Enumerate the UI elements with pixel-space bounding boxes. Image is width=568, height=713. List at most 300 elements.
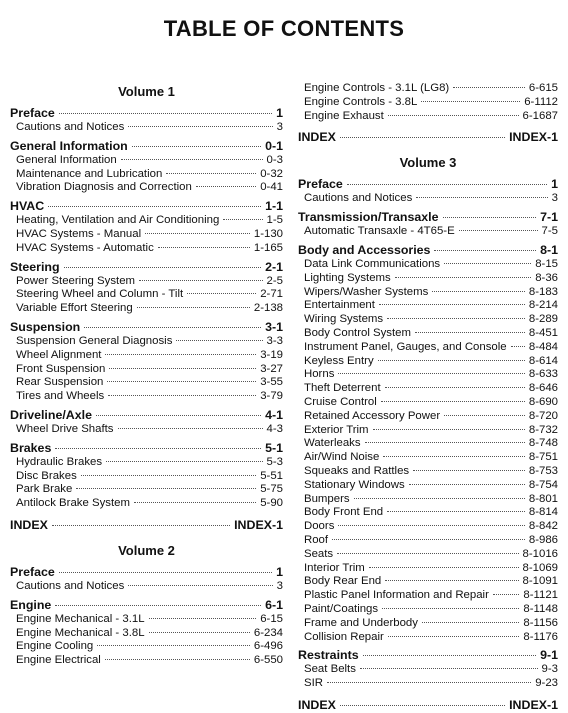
toc-entry-page: 8-451	[528, 326, 558, 339]
toc-entry-label: Keyless Entry	[304, 354, 374, 367]
volume-3-heading: Volume 3	[399, 155, 457, 171]
toc-entry-page: 8-801	[528, 492, 558, 505]
dot-leader	[84, 327, 261, 328]
section-heading-page: 1	[276, 106, 283, 120]
toc-entry	[298, 313, 558, 327]
toc-entry-label: Vibration Diagnosis and Correction	[16, 181, 192, 194]
section-heading-label: Transmission/Transaxle	[298, 210, 439, 225]
toc-entry-label: Engine Controls - 3.8L	[304, 95, 418, 108]
toc-section	[10, 139, 283, 195]
dot-leader	[387, 318, 525, 319]
toc-entry-label: Plastic Panel Information and Repair	[304, 589, 489, 602]
toc-entry-label: Rear Suspension	[16, 376, 104, 389]
dot-leader	[387, 511, 525, 512]
toc-entry	[298, 424, 558, 438]
toc-entry	[10, 363, 283, 377]
dot-leader	[493, 594, 519, 595]
page-title: TABLE OF CONTENTS	[163, 16, 405, 41]
dot-leader	[453, 87, 525, 88]
toc-entry	[10, 168, 283, 182]
toc-entry-page: 0-41	[260, 181, 283, 194]
section-heading-page: 5-1	[265, 440, 283, 455]
toc-entry-label: Wheel Alignment	[16, 348, 102, 361]
toc-entry-label: Waterleaks	[304, 437, 361, 450]
toc-entry	[298, 382, 558, 396]
left-column	[10, 82, 283, 668]
toc-entry-page: 6-1687	[522, 109, 558, 122]
toc-entry-page: 8-214	[528, 299, 558, 312]
toc-entry-page: 8-751	[528, 451, 558, 464]
volume-1-heading: Volume 1	[118, 84, 175, 99]
section-heading	[298, 243, 558, 258]
dot-leader	[149, 632, 250, 633]
toc-entry-page: 3	[276, 121, 283, 133]
dot-leader	[388, 636, 520, 637]
section-heading-label: Preface	[10, 106, 55, 120]
toc-entry	[10, 497, 283, 511]
toc-entry-label: Collision Repair	[304, 630, 384, 643]
toc-entry	[298, 465, 558, 479]
dot-leader	[363, 655, 536, 656]
toc-entry-page: 2-71	[260, 288, 283, 301]
toc-entry	[298, 327, 558, 341]
toc-entry-page: 8-732	[528, 423, 558, 436]
volume-2-continued	[298, 82, 558, 123]
index-entry-page: INDEX-1	[234, 517, 283, 532]
toc-entry-page: 8-1121	[523, 589, 558, 602]
volume-2-sections	[10, 565, 283, 668]
toc-entry-page: 3	[551, 192, 558, 205]
toc-entry-page: 8-646	[528, 382, 558, 395]
section-heading	[10, 408, 283, 423]
toc-entry	[298, 677, 558, 691]
section-heading-page: 1	[276, 564, 283, 579]
dot-leader	[145, 233, 250, 234]
toc-entry-label: Entertainment	[304, 299, 375, 312]
toc-entry-page: 3-19	[260, 348, 283, 361]
dot-leader	[196, 186, 256, 187]
toc-section	[298, 648, 558, 691]
toc-entry	[298, 299, 558, 313]
section-heading	[10, 139, 283, 154]
dot-leader	[409, 484, 525, 485]
dot-leader	[176, 340, 262, 341]
toc-entry	[298, 96, 558, 110]
toc-entry	[298, 575, 558, 589]
toc-section	[10, 199, 283, 255]
section-heading-page: 1	[551, 177, 558, 192]
toc-entry	[10, 214, 283, 228]
toc-entry-label: Lighting Systems	[304, 271, 391, 284]
index-entry-label: INDEX	[298, 697, 336, 712]
dot-leader	[422, 622, 519, 623]
dot-leader	[369, 567, 519, 568]
dot-leader	[59, 113, 272, 114]
toc-entry-label: Power Steering System	[16, 274, 136, 287]
dot-leader	[158, 247, 250, 248]
toc-entry-label: Antilock Brake System	[16, 497, 130, 510]
dot-leader	[444, 263, 531, 264]
toc-entry-label: Disc Brakes	[16, 469, 77, 482]
right-column	[298, 82, 558, 713]
toc-entry-page: 8-633	[528, 368, 558, 381]
toc-entry-label: Air/Wind Noise	[304, 451, 380, 464]
toc-entry-label: Cautions and Notices	[16, 579, 125, 592]
toc-entry-page: 8-1016	[522, 547, 558, 560]
index-entry	[298, 129, 558, 145]
dot-leader	[379, 304, 525, 305]
section-heading	[10, 598, 283, 613]
toc-entry	[298, 562, 558, 576]
dot-leader	[432, 291, 525, 292]
toc-entry	[10, 288, 283, 302]
toc-section	[10, 320, 283, 404]
dot-leader	[137, 307, 250, 308]
toc-entry-label: Engine Exhaust	[304, 109, 384, 122]
toc-entry-label: HVAC Systems - Automatic	[16, 241, 154, 254]
toc-entry	[10, 181, 283, 195]
section-heading-label: Preface	[10, 564, 55, 579]
toc-entry-label: Roof	[304, 533, 329, 546]
toc-entry-page: 7-5	[541, 225, 558, 238]
section-heading-page: 0-1	[265, 138, 283, 153]
dot-leader	[134, 502, 256, 503]
toc-entry	[10, 154, 283, 168]
toc-entry-label: Paint/Coatings	[304, 602, 379, 615]
toc-entry-page: 6-615	[528, 82, 558, 94]
index-entry	[298, 697, 558, 713]
toc-entry-page: 8-183	[528, 285, 558, 298]
toc-entry-page: 8-15	[535, 257, 558, 270]
dot-leader	[381, 401, 525, 402]
dot-leader	[149, 618, 257, 619]
dot-leader	[373, 429, 525, 430]
toc-entry-label: Cautions and Notices	[16, 121, 125, 133]
section-heading-page: 3-1	[265, 319, 283, 334]
dot-leader	[118, 428, 263, 429]
toc-entry-label: Squeaks and Rattles	[304, 464, 410, 477]
dot-leader	[511, 346, 525, 347]
toc-section	[10, 408, 283, 437]
dot-leader	[340, 705, 505, 706]
dot-leader	[105, 659, 250, 660]
toc-entry	[10, 242, 283, 256]
toc-entry	[298, 451, 558, 465]
dot-leader	[416, 197, 547, 198]
volume-1-index	[10, 511, 283, 533]
toc-entry-page: 6-234	[253, 626, 283, 639]
toc-entry-page: 2-138	[253, 302, 283, 315]
dot-leader	[139, 280, 263, 281]
toc-entry-label: Interior Trim	[304, 561, 365, 574]
toc-entry-page: 5-90	[260, 497, 283, 510]
dot-leader	[365, 442, 525, 443]
section-heading	[10, 106, 283, 121]
toc-entry-page: 5-51	[260, 469, 283, 482]
toc-entry-page: 8-484	[528, 340, 558, 353]
toc-entry	[10, 470, 283, 484]
toc-entry-page: 6-15	[260, 612, 283, 625]
toc-entry	[10, 654, 283, 668]
toc-entry-label: Data Link Communications	[304, 257, 441, 270]
toc-entry-page: 8-986	[528, 533, 558, 546]
toc-entry-label: Wiring Systems	[304, 313, 384, 326]
section-heading-label: HVAC	[10, 199, 45, 214]
toc-entry-page: 4-3	[266, 422, 283, 435]
toc-entry-label: SIR	[304, 677, 323, 690]
toc-entry	[298, 493, 558, 507]
toc-section	[298, 243, 558, 644]
toc-entry	[298, 631, 558, 645]
toc-entry-page: 6-550	[253, 654, 283, 667]
toc-entry-label: Variable Effort Steering	[16, 302, 133, 315]
toc-entry	[10, 302, 283, 316]
dot-leader	[413, 470, 525, 471]
toc-entry	[10, 456, 283, 470]
volume-3-index	[298, 691, 558, 713]
toc-entry-label: Engine Electrical	[16, 654, 101, 667]
toc-entry	[298, 368, 558, 382]
section-heading-label: Driveline/Axle	[10, 407, 92, 422]
toc-entry-label: Instrument Panel, Gauges, and Console	[304, 340, 507, 353]
dot-leader	[378, 360, 525, 361]
dot-leader	[327, 682, 531, 683]
toc-entry-label: Body Control System	[304, 326, 411, 339]
section-heading-label: Restraints	[298, 648, 359, 663]
toc-entry	[298, 110, 558, 124]
toc-entry	[10, 349, 283, 363]
index-entry-label: INDEX	[298, 130, 336, 145]
dot-leader	[360, 668, 538, 669]
dot-leader	[55, 605, 261, 606]
toc-entry-page: 3-55	[260, 376, 283, 389]
toc-entry-page: 8-1091	[522, 575, 558, 588]
volume-2-heading: Volume 2	[118, 542, 175, 558]
toc-entry-label: Frame and Underbody	[304, 616, 418, 629]
dot-leader	[347, 184, 547, 185]
dot-leader	[383, 456, 525, 457]
toc-entry-page: 8-720	[528, 409, 558, 422]
toc-entry	[10, 376, 283, 390]
toc-entry-label: Retained Accessory Power	[304, 409, 441, 422]
dot-leader	[338, 373, 524, 374]
section-heading	[10, 320, 283, 335]
toc-entry-label: Stationary Windows	[304, 478, 405, 491]
toc-entry	[10, 613, 283, 627]
toc-entry	[10, 640, 283, 654]
dot-leader	[337, 553, 518, 554]
index-entry-label: INDEX	[10, 517, 48, 532]
dot-leader	[109, 368, 256, 369]
dot-leader	[388, 115, 519, 116]
toc-entry	[298, 225, 558, 239]
toc-entry-page: 9-3	[541, 663, 558, 676]
dot-leader	[395, 277, 531, 278]
toc-section	[10, 106, 283, 135]
toc-entry-page: 8-753	[528, 464, 558, 477]
toc-entry-label: Cautions and Notices	[304, 192, 413, 205]
dot-leader	[385, 580, 518, 581]
toc-entry-label: Body Front End	[304, 506, 384, 519]
toc-entry-label: Automatic Transaxle - 4T65-E	[304, 225, 455, 238]
toc-entry-label: Engine Controls - 3.1L (LG8)	[304, 82, 450, 94]
section-heading-page: 8-1	[540, 242, 558, 257]
toc-entry-page: 0-32	[260, 167, 283, 180]
toc-entry	[10, 483, 283, 497]
toc-entry-page: 8-1069	[522, 561, 558, 574]
dot-leader	[48, 206, 261, 207]
dot-leader	[338, 525, 524, 526]
toc-entry-page: 3-79	[260, 390, 283, 403]
toc-entry-label: Theft Deterrent	[304, 382, 381, 395]
toc-entry	[298, 603, 558, 617]
toc-entry-page: 1-130	[253, 227, 283, 240]
index-entry	[10, 517, 283, 533]
toc-entry-label: Wipers/Washer Systems	[304, 285, 429, 298]
section-heading	[10, 199, 283, 214]
toc-entry-page: 3	[276, 579, 283, 592]
dot-leader	[444, 415, 525, 416]
toc-entry-label: Bumpers	[304, 492, 350, 505]
dot-leader	[59, 572, 272, 573]
dot-leader	[443, 217, 537, 218]
dot-leader	[107, 381, 256, 382]
volume-3-sections	[298, 177, 558, 691]
section-heading-label: Body and Accessories	[298, 242, 431, 257]
toc-section	[10, 260, 283, 316]
toc-entry	[298, 617, 558, 631]
section-heading	[298, 210, 558, 225]
dot-leader	[121, 159, 263, 160]
toc-entry-label: Seat Belts	[304, 663, 356, 676]
toc-entry-page: 8-614	[528, 354, 558, 367]
toc-entry	[10, 121, 283, 135]
dot-leader	[52, 525, 230, 526]
index-entry-page: INDEX-1	[509, 697, 558, 712]
toc-entry-label: Wheel Drive Shafts	[16, 422, 114, 435]
toc-entry-label: Tires and Wheels	[16, 390, 105, 403]
toc-entry	[10, 275, 283, 289]
toc-entry-label: Exterior Trim	[304, 423, 369, 436]
toc-entry-page: 8-1156	[523, 616, 558, 629]
toc-entry-page: 0-3	[266, 153, 283, 166]
section-heading-page: 6-1	[265, 597, 283, 612]
section-heading-page: 1-1	[265, 199, 283, 214]
toc-entry	[298, 258, 558, 272]
toc-entry-page: 5-75	[260, 483, 283, 496]
dot-leader	[332, 539, 525, 540]
dot-leader	[434, 250, 536, 251]
toc-entry-page: 1-5	[266, 214, 283, 227]
dot-leader	[421, 101, 520, 102]
dot-leader	[106, 461, 262, 462]
toc-entry-label: Heating, Ventilation and Air Conditioning	[16, 214, 220, 227]
toc-entry	[298, 506, 558, 520]
dot-leader	[354, 498, 525, 499]
section-heading	[10, 565, 283, 580]
section-heading-label: General Information	[10, 138, 128, 153]
toc-entry-page: 8-1176	[523, 630, 558, 643]
toc-entry	[10, 390, 283, 404]
toc-section	[298, 177, 558, 206]
section-heading	[10, 260, 283, 275]
toc-entry-label: Doors	[304, 520, 335, 533]
section-heading-page: 9-1	[540, 648, 558, 663]
toc-entry-page: 5-3	[266, 455, 283, 468]
toc-entry	[298, 341, 558, 355]
dot-leader	[385, 387, 525, 388]
toc-entry	[10, 423, 283, 437]
toc-entry	[10, 627, 283, 641]
dot-leader	[415, 332, 525, 333]
toc-entry	[298, 548, 558, 562]
toc-entry-label: Hydraulic Brakes	[16, 455, 103, 468]
dot-leader	[382, 608, 519, 609]
dot-leader	[128, 126, 272, 127]
dot-leader	[64, 267, 262, 268]
toc-entry-label: Park Brake	[16, 483, 73, 496]
toc-entry-label: HVAC Systems - Manual	[16, 227, 142, 240]
section-heading	[298, 648, 558, 663]
toc-entry-label: Engine Mechanical - 3.1L	[16, 612, 145, 625]
toc-entry-page: 6-496	[253, 640, 283, 653]
dot-leader	[105, 354, 256, 355]
dot-leader	[96, 415, 261, 416]
toc-entry	[10, 335, 283, 349]
volume-2-index	[298, 123, 558, 145]
toc-entry-page: 3-3	[266, 334, 283, 347]
dot-leader	[223, 219, 262, 220]
toc-entry	[298, 355, 558, 369]
toc-entry-page: 8-36	[535, 271, 558, 284]
toc-entry	[298, 589, 558, 603]
toc-entry-page: 8-754	[528, 478, 558, 491]
toc-entry-page: 8-1148	[523, 602, 558, 615]
section-heading-label: Suspension	[10, 319, 81, 334]
dot-leader	[187, 293, 256, 294]
section-heading-label: Engine	[10, 597, 52, 612]
section-heading-label: Steering	[10, 259, 60, 274]
dot-leader	[81, 475, 256, 476]
toc-entry	[298, 272, 558, 286]
toc-entry-label: Front Suspension	[16, 362, 106, 375]
toc-entry-page: 8-748	[528, 437, 558, 450]
dot-leader	[97, 645, 250, 646]
toc-entry-label: Steering Wheel and Column - Tilt	[16, 288, 184, 301]
toc-entry-label: Body Rear End	[304, 575, 382, 588]
toc-entry	[298, 520, 558, 534]
index-entry-page: INDEX-1	[509, 130, 558, 145]
toc-entry-label: General Information	[16, 153, 117, 166]
toc-section	[298, 210, 558, 239]
toc-entry	[10, 228, 283, 242]
toc-entry	[298, 410, 558, 424]
toc-entry	[10, 580, 283, 594]
section-heading	[10, 441, 283, 456]
toc-entry-page: 2-5	[266, 274, 283, 287]
toc-section	[10, 565, 283, 594]
toc-entry-page: 8-289	[528, 313, 558, 326]
section-heading-label: Preface	[298, 177, 343, 192]
dot-leader	[340, 137, 505, 138]
dot-leader	[128, 585, 272, 586]
section-heading-page: 2-1	[265, 259, 283, 274]
toc-entry-page: 8-690	[528, 395, 558, 408]
toc-entry-label: Suspension General Diagnosis	[16, 334, 173, 347]
toc-entry	[298, 82, 558, 96]
toc-entry-page: 9-23	[535, 677, 558, 690]
toc-section	[10, 441, 283, 511]
